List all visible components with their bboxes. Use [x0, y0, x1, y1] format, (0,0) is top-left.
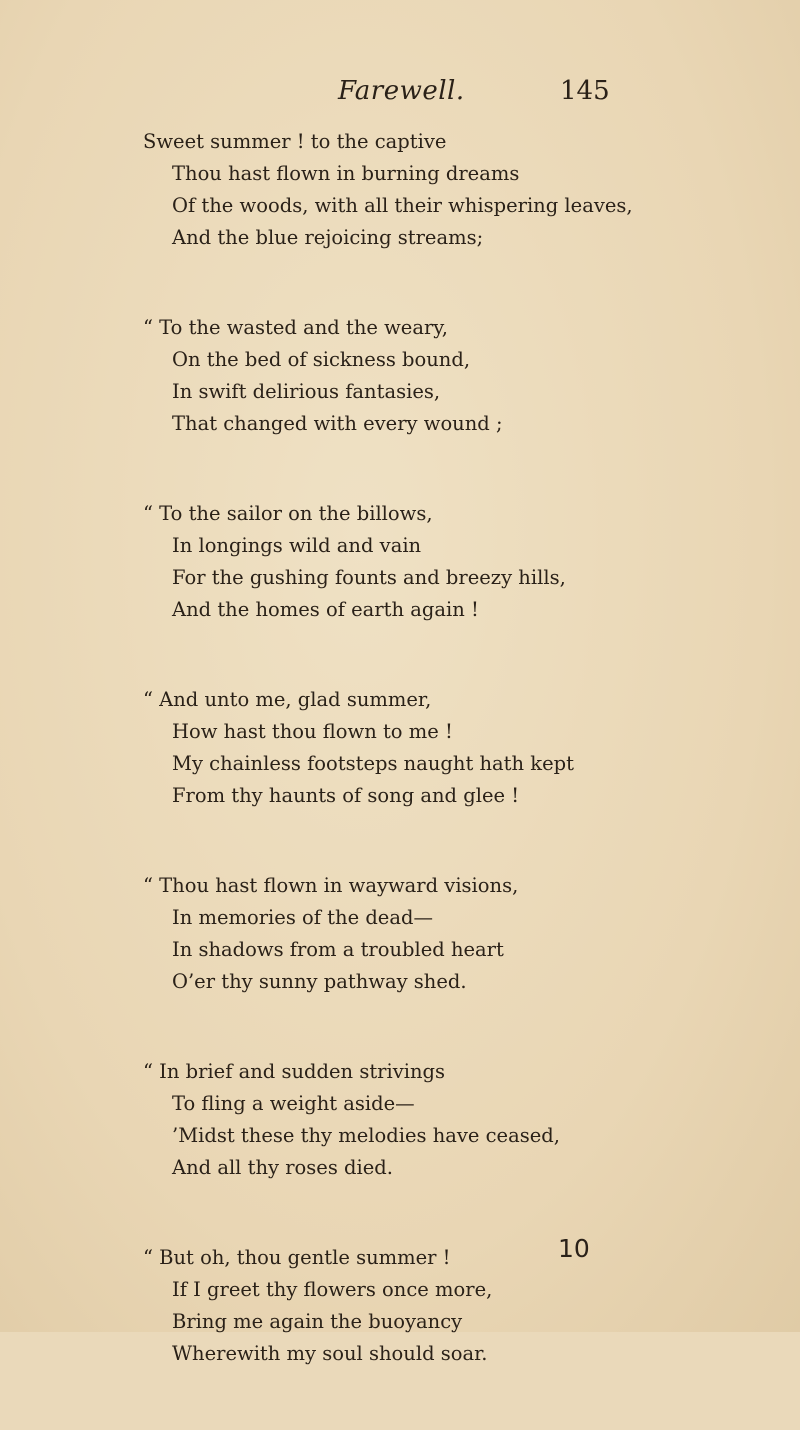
- stanza: [0, 1058, 800, 1244]
- running-head: [0, 70, 800, 110]
- poem-line: ’Midst these thy melodies have ceased,: [172, 1124, 560, 1147]
- poem-line: Thou hast flown in burning dreams: [172, 162, 520, 185]
- poem-line: “ To the wasted and the weary,: [143, 316, 448, 339]
- poem-line: And the homes of earth again !: [172, 598, 479, 621]
- poem-line: “ To the sailor on the billows,: [143, 502, 433, 525]
- poem-line: In shadows from a troubled heart: [172, 938, 504, 961]
- poem-line: And all thy roses died.: [172, 1156, 393, 1179]
- poem-line: “ But oh, thou gentle summer !: [143, 1246, 451, 1269]
- signature-mark: 10: [558, 1234, 590, 1263]
- poem-line: In longings wild and vain: [172, 534, 422, 557]
- running-title: Farewell.: [338, 76, 465, 106]
- poem-line: Bring me again the buoyancy: [172, 1310, 463, 1333]
- poem-line: “ In brief and sudden strivings: [143, 1060, 446, 1083]
- poem-line: How hast thou flown to me !: [172, 720, 453, 743]
- poem-line: Wherewith my soul should soar.: [172, 1342, 488, 1365]
- poem-line: In swift delirious fantasies,: [172, 380, 441, 403]
- poem-line: Sweet summer ! to the captive: [143, 130, 447, 153]
- poem-line: For the gushing founts and breezy hills,: [172, 566, 566, 589]
- poem-line: And the blue rejoicing streams;: [172, 226, 484, 249]
- poem-line: That changed with every wound ;: [172, 412, 503, 435]
- poem-line: From thy haunts of song and glee !: [172, 784, 520, 807]
- stanza: [0, 872, 800, 1058]
- stanza: [0, 500, 800, 686]
- poem-line: My chainless footsteps naught hath kept: [172, 752, 574, 775]
- poem-line: If I greet thy flowers once more,: [172, 1278, 493, 1301]
- poem-line: To fling a weight aside—: [172, 1092, 415, 1115]
- poem: [0, 128, 800, 1430]
- stanza: [0, 128, 800, 314]
- poem-line: “ Thou hast flown in wayward visions,: [143, 874, 519, 897]
- poem-line: In memories of the dead—: [172, 906, 433, 929]
- page-number: 145: [560, 76, 610, 106]
- poem-line: O’er thy sunny pathway shed.: [172, 970, 467, 993]
- poem-line: “ And unto me, glad summer,: [143, 688, 432, 711]
- stanza: [0, 314, 800, 500]
- poem-line: Of the woods, with all their whispering leaves,: [172, 194, 633, 217]
- poem-line: On the bed of sickness bound,: [172, 348, 471, 371]
- stanza: [0, 1244, 800, 1430]
- stanza: [0, 686, 800, 872]
